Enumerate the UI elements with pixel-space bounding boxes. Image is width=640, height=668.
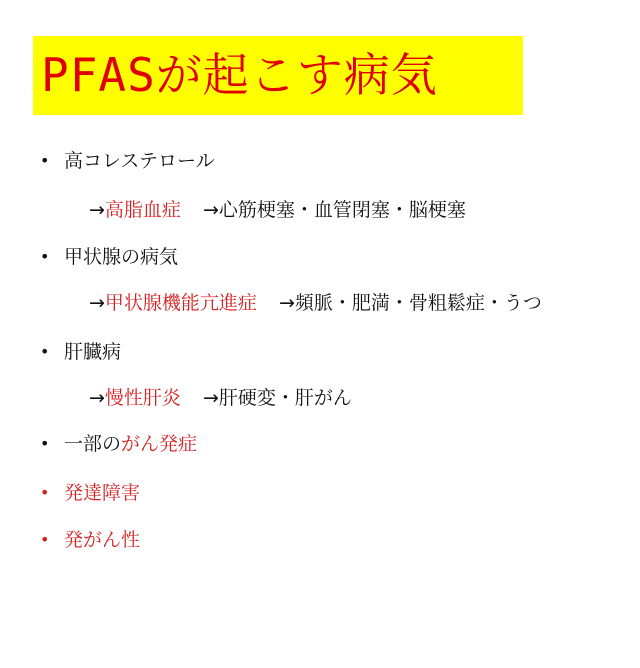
highlight-text: がん発症 bbox=[121, 433, 198, 455]
arrow-icon: → bbox=[202, 387, 219, 409]
bullet-icon: • bbox=[40, 151, 50, 170]
bullet-icon: • bbox=[40, 483, 50, 502]
arrow-icon: → bbox=[89, 387, 105, 409]
item-text: 一部の bbox=[64, 433, 122, 455]
consequence-text: 心筋梗塞・血管閉塞・脳梗塞 bbox=[218, 199, 466, 221]
arrow-icon: → bbox=[202, 199, 219, 221]
item-text: 発達障害 bbox=[64, 482, 141, 504]
highlight-text: 高脂血症 bbox=[104, 199, 181, 221]
consequence-text: 肝硬変・肝がん bbox=[218, 387, 352, 409]
list-item bbox=[40, 527, 140, 553]
arrow-icon: → bbox=[89, 292, 105, 314]
list-item bbox=[40, 244, 178, 270]
highlight-text: 慢性肝炎 bbox=[104, 387, 181, 409]
list-subitem bbox=[89, 197, 466, 223]
item-text: 高コレステロール bbox=[64, 150, 215, 172]
item-text: 甲状腺の病気 bbox=[64, 246, 179, 268]
consequence-text: 頻脈・肥満・骨粗鬆症・うつ bbox=[294, 292, 542, 314]
list-item bbox=[40, 480, 140, 506]
page-title: PFASが起こす病気 bbox=[41, 48, 438, 102]
arrow-icon: → bbox=[278, 292, 295, 314]
bullet-icon: • bbox=[40, 530, 50, 549]
bullet-icon: • bbox=[40, 434, 50, 453]
list-subitem bbox=[89, 385, 352, 411]
arrow-icon: → bbox=[89, 199, 105, 221]
bullet-icon: • bbox=[40, 247, 50, 266]
list-item bbox=[40, 431, 197, 457]
bullet-icon: • bbox=[40, 342, 50, 361]
item-text: 発がん性 bbox=[64, 529, 141, 551]
list-subitem bbox=[89, 290, 542, 316]
list-item bbox=[40, 339, 121, 365]
item-text: 肝臓病 bbox=[64, 341, 122, 363]
list-item bbox=[40, 148, 215, 174]
highlight-text: 甲状腺機能亢進症 bbox=[104, 292, 257, 314]
